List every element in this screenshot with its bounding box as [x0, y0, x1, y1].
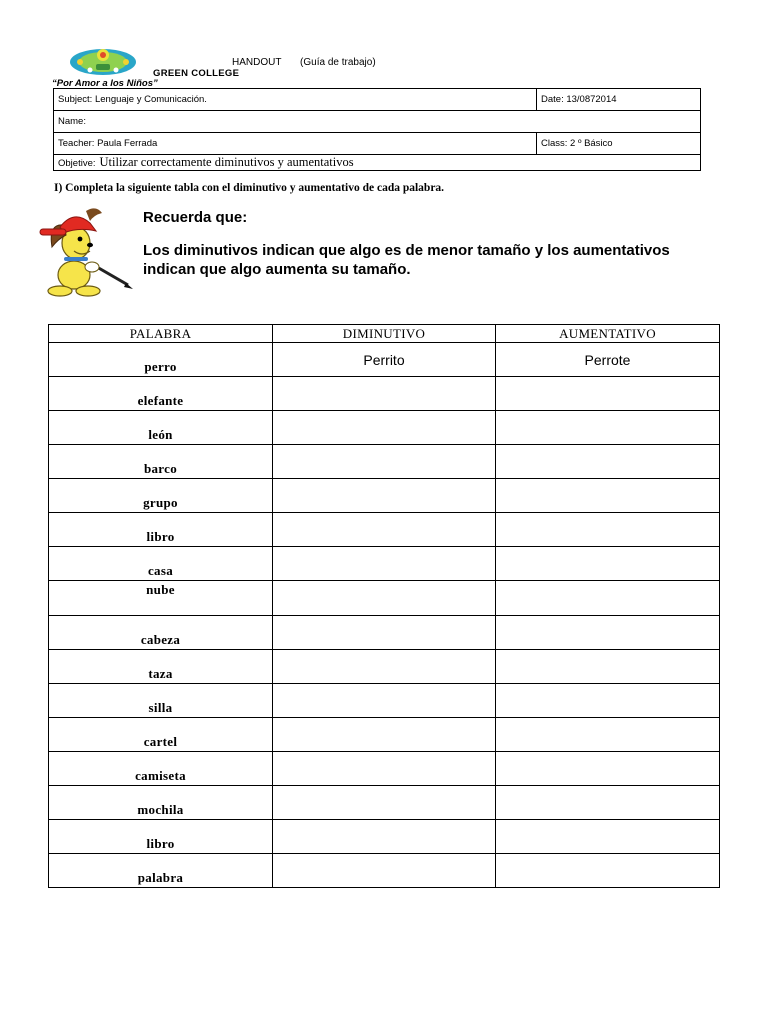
table-row: [49, 786, 720, 820]
table-row: [49, 752, 720, 786]
date-cell: Date: 13/0872014: [537, 89, 701, 111]
diminutivo-cell[interactable]: [273, 513, 496, 547]
school-motto: “Por Amor a los Niños”: [52, 78, 158, 89]
word-cell: mochila: [49, 786, 273, 820]
diminutivo-cell[interactable]: [273, 786, 496, 820]
diminutivo-cell[interactable]: [273, 377, 496, 411]
diminutivo-cell[interactable]: [273, 752, 496, 786]
word-cell: elefante: [49, 377, 273, 411]
school-logo: [68, 46, 138, 76]
objective-cell: [54, 155, 701, 171]
word-cell: silla: [49, 684, 273, 718]
word-cell: libro: [49, 820, 273, 854]
table-row: [49, 411, 720, 445]
word-cell: cartel: [49, 718, 273, 752]
table-row: [49, 343, 720, 377]
aumentativo-cell[interactable]: [496, 479, 720, 513]
diminutivo-cell[interactable]: [273, 684, 496, 718]
diminutivo-cell[interactable]: [273, 479, 496, 513]
diminutivo-cell[interactable]: [273, 616, 496, 650]
diminutivo-cell[interactable]: [273, 854, 496, 888]
diminutivo-cell[interactable]: [273, 411, 496, 445]
table-row: [49, 547, 720, 581]
word-cell: león: [49, 411, 273, 445]
aumentativo-cell[interactable]: [496, 786, 720, 820]
diminutivo-cell[interactable]: [273, 820, 496, 854]
aumentativo-cell[interactable]: [496, 854, 720, 888]
words-table: [48, 324, 720, 888]
diminutivo-cell[interactable]: [273, 581, 496, 616]
table-row: [49, 684, 720, 718]
aumentativo-cell[interactable]: [496, 820, 720, 854]
header-diminutivo: DIMINUTIVO: [273, 325, 496, 343]
subject-cell: Subject: Lenguaje y Comunicación.: [54, 89, 537, 111]
word-cell: palabra: [49, 854, 273, 888]
header-aumentativo: AUMENTATIVO: [496, 325, 720, 343]
diminutivo-cell[interactable]: Perrito: [273, 343, 496, 377]
objective-text: Utilizar correctamente diminutivos y aumentativos: [99, 155, 354, 169]
word-cell: barco: [49, 445, 273, 479]
aumentativo-cell[interactable]: [496, 752, 720, 786]
table-row: [49, 718, 720, 752]
name-field: Name:: [54, 111, 701, 133]
diminutivo-cell[interactable]: [273, 547, 496, 581]
aumentativo-cell[interactable]: [496, 718, 720, 752]
diminutivo-cell[interactable]: [273, 718, 496, 752]
aumentativo-cell[interactable]: [496, 377, 720, 411]
reminder-title: Recuerda que:: [143, 209, 248, 226]
reminder-body: Los diminutivos indican que algo es de menor tamaño y los aumentativos indican que algo aumenta su tamaño.: [143, 242, 670, 278]
guia-label: (Guía de trabajo): [300, 57, 376, 68]
aumentativo-cell[interactable]: [496, 411, 720, 445]
word-cell: cabeza: [49, 616, 273, 650]
objective-label: Objetive:: [58, 158, 96, 169]
aumentativo-cell[interactable]: [496, 616, 720, 650]
aumentativo-cell[interactable]: [496, 650, 720, 684]
document-header: [232, 57, 376, 68]
word-cell: grupo: [49, 479, 273, 513]
table-row: [49, 513, 720, 547]
dog-mascot-illustration: [36, 205, 136, 300]
word-cell: nube: [49, 581, 273, 616]
table-row: [49, 479, 720, 513]
aumentativo-cell[interactable]: [496, 684, 720, 718]
word-cell: camiseta: [49, 752, 273, 786]
handout-label: HANDOUT: [232, 57, 282, 68]
aumentativo-cell[interactable]: [496, 547, 720, 581]
word-cell: taza: [49, 650, 273, 684]
college-name: GREEN COLLEGE: [153, 68, 240, 79]
table-row: [49, 650, 720, 684]
word-cell: libro: [49, 513, 273, 547]
table-row: [49, 377, 720, 411]
table-row: [49, 854, 720, 888]
table-row: [49, 820, 720, 854]
diminutivo-cell[interactable]: [273, 445, 496, 479]
aumentativo-cell[interactable]: Perrote: [496, 343, 720, 377]
aumentativo-cell[interactable]: [496, 581, 720, 616]
teacher-cell: Teacher: Paula Ferrada: [54, 133, 537, 155]
table-row: [49, 445, 720, 479]
word-cell: perro: [49, 343, 273, 377]
word-cell: casa: [49, 547, 273, 581]
table-row: [49, 616, 720, 650]
aumentativo-cell[interactable]: [496, 513, 720, 547]
table-row: [49, 581, 720, 616]
info-table: [53, 88, 701, 171]
instruction-text: I) Completa la siguiente tabla con el diminutivo y aumentativo de cada palabra.: [54, 182, 445, 194]
aumentativo-cell[interactable]: [496, 445, 720, 479]
class-cell: Class: 2 º Básico: [537, 133, 701, 155]
header-palabra: PALABRA: [49, 325, 273, 343]
diminutivo-cell[interactable]: [273, 650, 496, 684]
